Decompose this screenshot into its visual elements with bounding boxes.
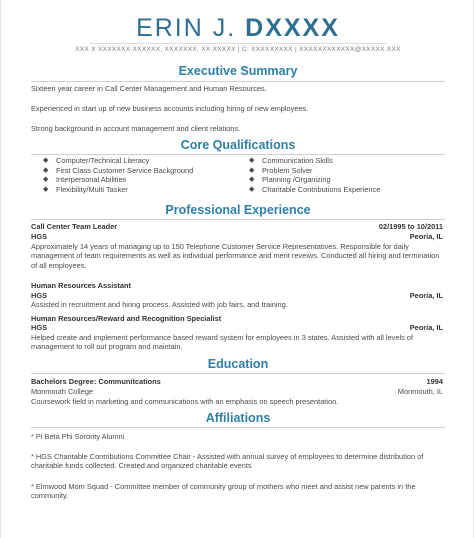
job-company: HGS [31, 232, 48, 241]
job-title: Call Center Team Leader [31, 222, 118, 231]
qualifications-divider [31, 154, 445, 155]
last-name: DXXXX [245, 14, 340, 42]
list-item: ◆ Charitable Contributions Experience [249, 184, 381, 194]
contact-divider [89, 43, 387, 44]
affiliation-item: * Pi Beta Phi Sorority Alumni [31, 432, 125, 441]
diamond-bullet-icon: ◆ [249, 166, 255, 174]
contact-line: XXX X XXXXXXX XXXXXX, XXXXXXX, XX XXXXX | C: XXXXXXXXX | XXXXXXXXXXXX@XXXXX.XXX [75, 46, 401, 53]
job-company: HGS [31, 323, 48, 332]
job-location: Peoria, IL [409, 323, 443, 332]
diamond-bullet-icon: ◆ [43, 157, 49, 164]
summary-divider [31, 81, 445, 82]
summary-heading: Executive Summary [178, 64, 298, 78]
job-title: Human Resources Assistant [31, 281, 131, 290]
summary-line: Experienced in start up of new business accounts including hiring of new employees. [31, 104, 309, 113]
qualifications-left-column [43, 156, 243, 194]
education-degree: Bachelors Degree: Communitcations [31, 377, 161, 386]
diamond-bullet-icon: ◆ [249, 157, 255, 164]
qualifications-right-column [249, 156, 449, 194]
education-year: 1994 [426, 377, 443, 386]
list-item: ◆ First Class Customer Service Background [43, 165, 194, 175]
list-item: ◆ Planning /Organizing [249, 175, 331, 185]
first-name: ERIN J. [136, 14, 246, 42]
job-description: Approximately 14 years of managing up to 150 Telephone Customer Service Representatives. Responsible for daily management of team requirements as well as individual performance and merit reveiws. Conducted all hiring and termination of all employees. [31, 242, 440, 270]
experience-heading: Professional Experience [165, 203, 311, 217]
education-school: Monmouth College [31, 387, 94, 396]
list-item: ◆ Computer/Technical Literacy [43, 156, 150, 165]
job-location: Peoria, IL [409, 291, 443, 300]
diamond-bullet-icon: ◆ [43, 176, 49, 184]
list-item: ◆ Communication Skills [249, 156, 333, 165]
job-description: Helped create and implement performance based reward system for employees in 3 states. Assisted with all levels of management to roll out program and maintain. [31, 333, 414, 352]
affiliations-divider [31, 427, 445, 428]
job-location: Peoria, IL [409, 232, 443, 241]
summary-line: Strong background in account management and client relations. [31, 124, 241, 133]
affiliation-item: * HGS Charitable Contributions Committee Chair - Assisted with annual survey of employees to determine distribution of charitable funds collected. Created and organized charitable events [31, 452, 424, 471]
experience-divider [31, 219, 445, 220]
education-divider [31, 373, 445, 374]
education-description: Coursework field in marketing and communications with an emphasis on speech presentation. [31, 397, 339, 406]
affiliation-item: * Elmwood Mom Squad - Committee member of community group of mothers who meet and assist new parents in the community. [31, 482, 416, 501]
affiliations-heading: Affiliations [205, 411, 271, 425]
diamond-bullet-icon: ◆ [249, 176, 255, 184]
summary-line: Sixteen year career in Call Center Management and Human Resources. [31, 84, 267, 93]
candidate-name [1, 14, 474, 43]
list-item: ◆ Problem Solver [249, 165, 313, 175]
diamond-bullet-icon: ◆ [43, 185, 49, 193]
qualifications-heading: Core Qualifications [180, 138, 296, 152]
job-description: Assisted in recruitment and hiring process. Assisted with job fairs, and training. [31, 300, 288, 309]
job-dates: 02/1995 to 10/2011 [378, 222, 443, 231]
list-item: ◆ Flexibility/Multi Tasker [43, 184, 128, 194]
job-company: HGS [31, 291, 48, 300]
education-heading: Education [207, 357, 269, 371]
list-item: ◆ Interpersonal Abilities [43, 175, 127, 185]
education-location: Monmouth, IL [397, 387, 443, 396]
diamond-bullet-icon: ◆ [249, 185, 255, 193]
diamond-bullet-icon: ◆ [43, 166, 49, 174]
job-title: Human Resources/Reward and Recognition Specialist [31, 314, 222, 323]
